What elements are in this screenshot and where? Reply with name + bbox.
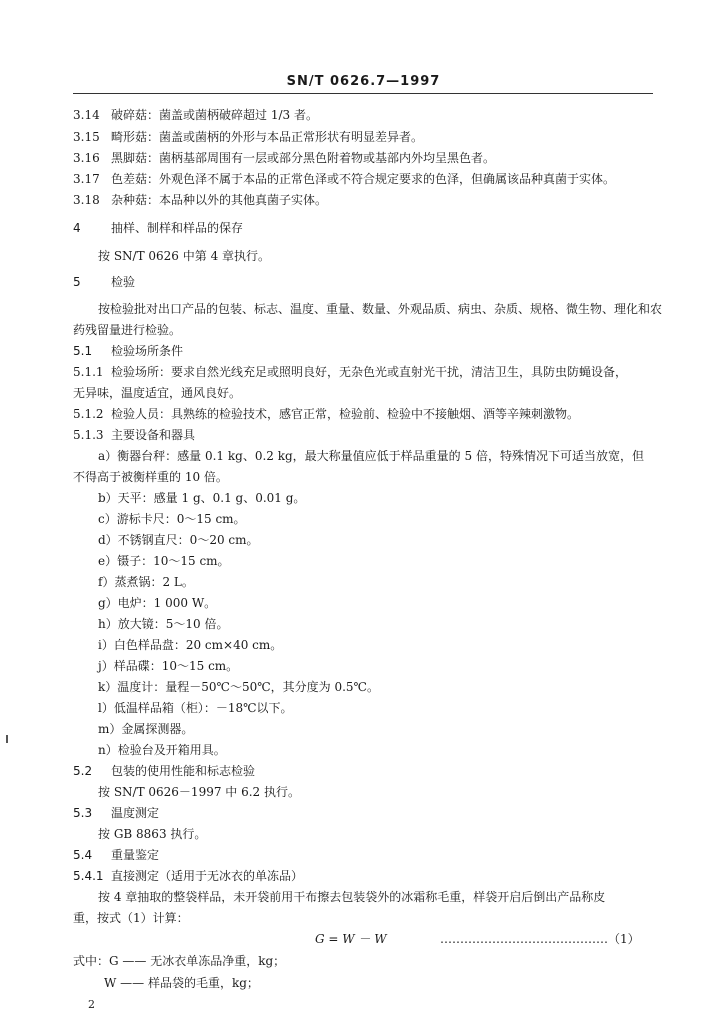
clause-5-4-1-heading: 5.4.1 直接测定（适用于无冰衣的单冻品） <box>73 869 304 883</box>
section-5-text-1: 按检验批对出口产品的包装、标志、温度、重量、数量、外观品质、病虫、杂质、规格、微生物、理化和农 <box>98 302 663 316</box>
def-3-17: 3.17 色差菇：外观色泽不属于本品的正常色泽或不符合规定要求的色泽，但确属该品种真菌于实体。 <box>73 172 616 186</box>
item-n: n）检验台及开箱用具。 <box>98 743 226 757</box>
header-rule <box>73 93 653 94</box>
section-5-heading: 5 检验 <box>73 275 136 289</box>
section-5-3-text: 按 GB 8863 执行。 <box>98 827 207 841</box>
item-l: l）低温样品箱（柜）：－18℃以下。 <box>98 701 293 715</box>
item-d: d）不锈钢直尺：0～20 cm。 <box>98 533 259 547</box>
item-k: k）温度计：量程－50℃～50℃，其分度为 0.5℃。 <box>98 680 379 694</box>
formula-1: G = W － W <box>315 932 387 946</box>
standard-header: SN/T 0626.7—1997 <box>286 74 441 89</box>
section-5-3-heading: 5.3 温度测定 <box>73 806 160 820</box>
where-clause-2: W —— 样品袋的毛重，kg； <box>104 976 259 990</box>
clause-5-1-2: 5.1.2 检验人员：具熟练的检验技术，感官正常，检验前、检验中不接触烟、酒等辛辣刺激物。 <box>73 407 580 421</box>
def-3-16: 3.16 黑脚菇：菌柄基部周围有一层或部分黑色附着物或基部内外均呈黑色者。 <box>73 151 496 165</box>
section-5-1-heading: 5.1 检验场所条件 <box>73 344 184 358</box>
clause-5-4-1-text-1: 按 4 章抽取的整袋样品，未开袋前用干布擦去包装袋外的冰霜称毛重，样袋开启后倒出产品称皮 <box>98 890 606 904</box>
clause-5-1-1-line-1: 5.1.1 检验场所：要求自然光线充足或照明良好，无杂色光或直射光干扰，清洁卫生，具防虫防蝇设备， <box>73 365 628 379</box>
item-a-line-1: a）衡器台秤：感量 0.1 kg、0.2 kg，最大称量值应低于样品重量的 5 倍，特殊情况下可适当放宽，但 <box>98 449 644 463</box>
clause-5-1-1-line-2: 无异味，温度适宜，通风良好。 <box>73 386 242 400</box>
clause-5-4-1-text-2: 重，按式（1）计算： <box>73 911 189 925</box>
def-3-18: 3.18 杂种菇：本品种以外的其他真菌子实体。 <box>73 193 328 207</box>
item-g: g）电炉：1 000 W。 <box>98 596 217 610</box>
section-5-4-heading: 5.4 重量鉴定 <box>73 848 160 862</box>
item-j: j）样品碟：10～15 cm。 <box>98 659 239 673</box>
section-4-heading: 4 抽样、制样和样品的保存 <box>73 221 244 235</box>
def-3-15: 3.15 畸形菇：菌盖或菌柄的外形与本品正常形状有明显差异者。 <box>73 130 424 144</box>
section-5-2-text: 按 SN/T 0626－1997 中 6.2 执行。 <box>98 785 301 799</box>
where-clause-1: 式中：G —— 无冰衣单冻品净重，kg； <box>73 954 286 968</box>
item-a-line-2: 不得高于被衡样重的 10 倍。 <box>73 470 228 484</box>
scan-edge-mark <box>6 735 8 743</box>
formula-1-leader: ……………………………………（1） <box>440 932 640 946</box>
item-b: b）天平：感量 1 g、0.1 g、0.01 g。 <box>98 491 306 505</box>
section-4-text: 按 SN/T 0626 中第 4 章执行。 <box>98 249 271 263</box>
item-e: e）镊子：10～15 cm。 <box>98 554 230 568</box>
clause-5-1-3-heading: 5.1.3 主要设备和器具 <box>73 428 196 442</box>
item-c: c）游标卡尺：0～15 cm。 <box>98 512 246 526</box>
item-m: m）金属探测器。 <box>98 722 194 736</box>
section-5-2-heading: 5.2 包装的使用性能和标志检验 <box>73 764 256 778</box>
item-f: f）蒸煮锅：2 L。 <box>98 575 194 589</box>
item-h: h）放大镜：5～10 倍。 <box>98 617 229 631</box>
section-5-text-2: 药残留量进行检验。 <box>73 323 182 337</box>
def-3-14: 3.14 破碎菇：菌盖或菌柄破碎超过 1/3 者。 <box>73 108 318 122</box>
item-i: i）白色样品盘：20 cm×40 cm。 <box>98 638 283 652</box>
page-number: 2 <box>88 998 95 1011</box>
